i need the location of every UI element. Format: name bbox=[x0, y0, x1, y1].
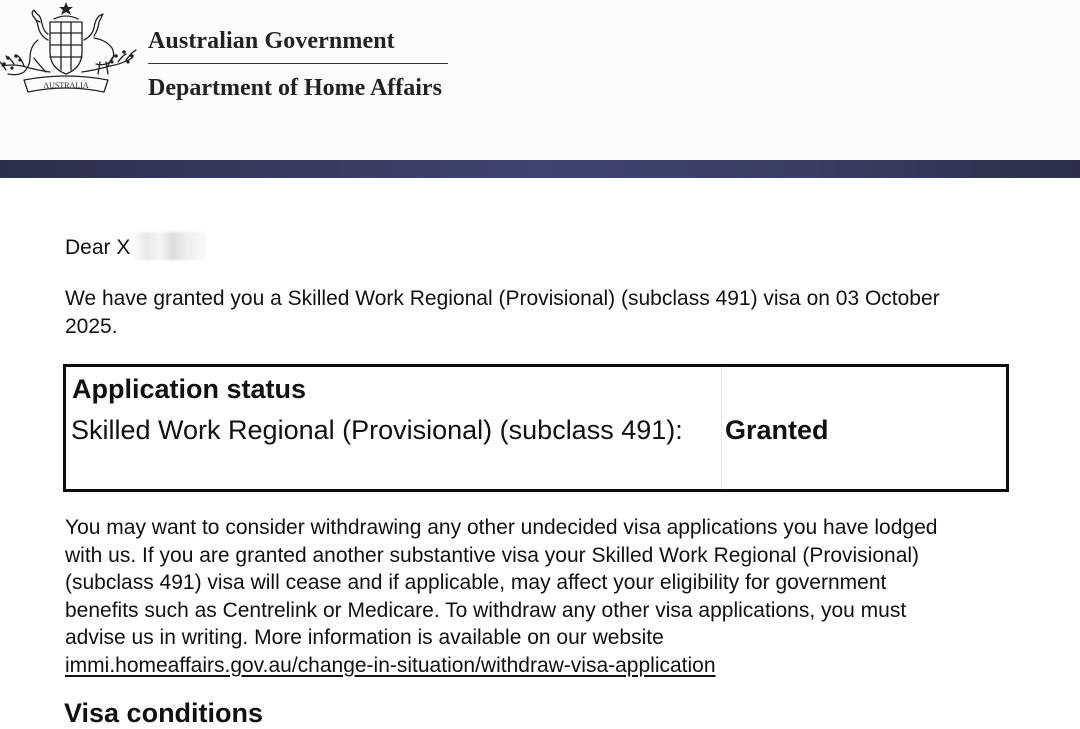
grant-paragraph: We have granted you a Skilled Work Regional (Provisional) (subclass 491) visa on 03 October 2025. bbox=[65, 287, 940, 338]
letterhead-divider bbox=[148, 63, 448, 64]
withdraw-visa-link[interactable]: immi.homeaffairs.gov.au/change-in-situation/withdraw-visa-application bbox=[65, 653, 716, 677]
crest-motto: AUSTRALIA bbox=[43, 81, 89, 90]
visa-conditions-heading: Visa conditions bbox=[64, 698, 264, 728]
letterhead bbox=[0, 0, 1080, 160]
header-band bbox=[0, 160, 1080, 178]
status-column-divider bbox=[721, 367, 722, 489]
salutation bbox=[65, 232, 206, 262]
status-value: Granted bbox=[725, 415, 829, 445]
government-name: Australian Government bbox=[148, 28, 395, 54]
withdraw-paragraph-text: You may want to consider withdrawing any other undecided visa applications you have lodged with us. If you are granted another substantive visa your Skilled Work Regional (Provisional) (subclass 491) visa will cease and if applicable, may affect your eligibility for government benefits such as Centrelink or Medicare. To withdraw any other visa applications, you must advise us in writing. More information is available on our website bbox=[65, 516, 938, 649]
visa-subclass-label: Skilled Work Regional (Provisional) (subclass 491): bbox=[71, 415, 683, 445]
department-name: Department of Home Affairs bbox=[148, 75, 442, 101]
salutation-text: Dear X bbox=[65, 236, 131, 259]
withdraw-paragraph bbox=[65, 514, 965, 679]
australian-coat-of-arms-icon bbox=[0, 0, 140, 104]
status-box-title: Application status bbox=[72, 374, 307, 404]
application-status-box bbox=[63, 364, 1009, 492]
redacted-name bbox=[132, 232, 206, 260]
